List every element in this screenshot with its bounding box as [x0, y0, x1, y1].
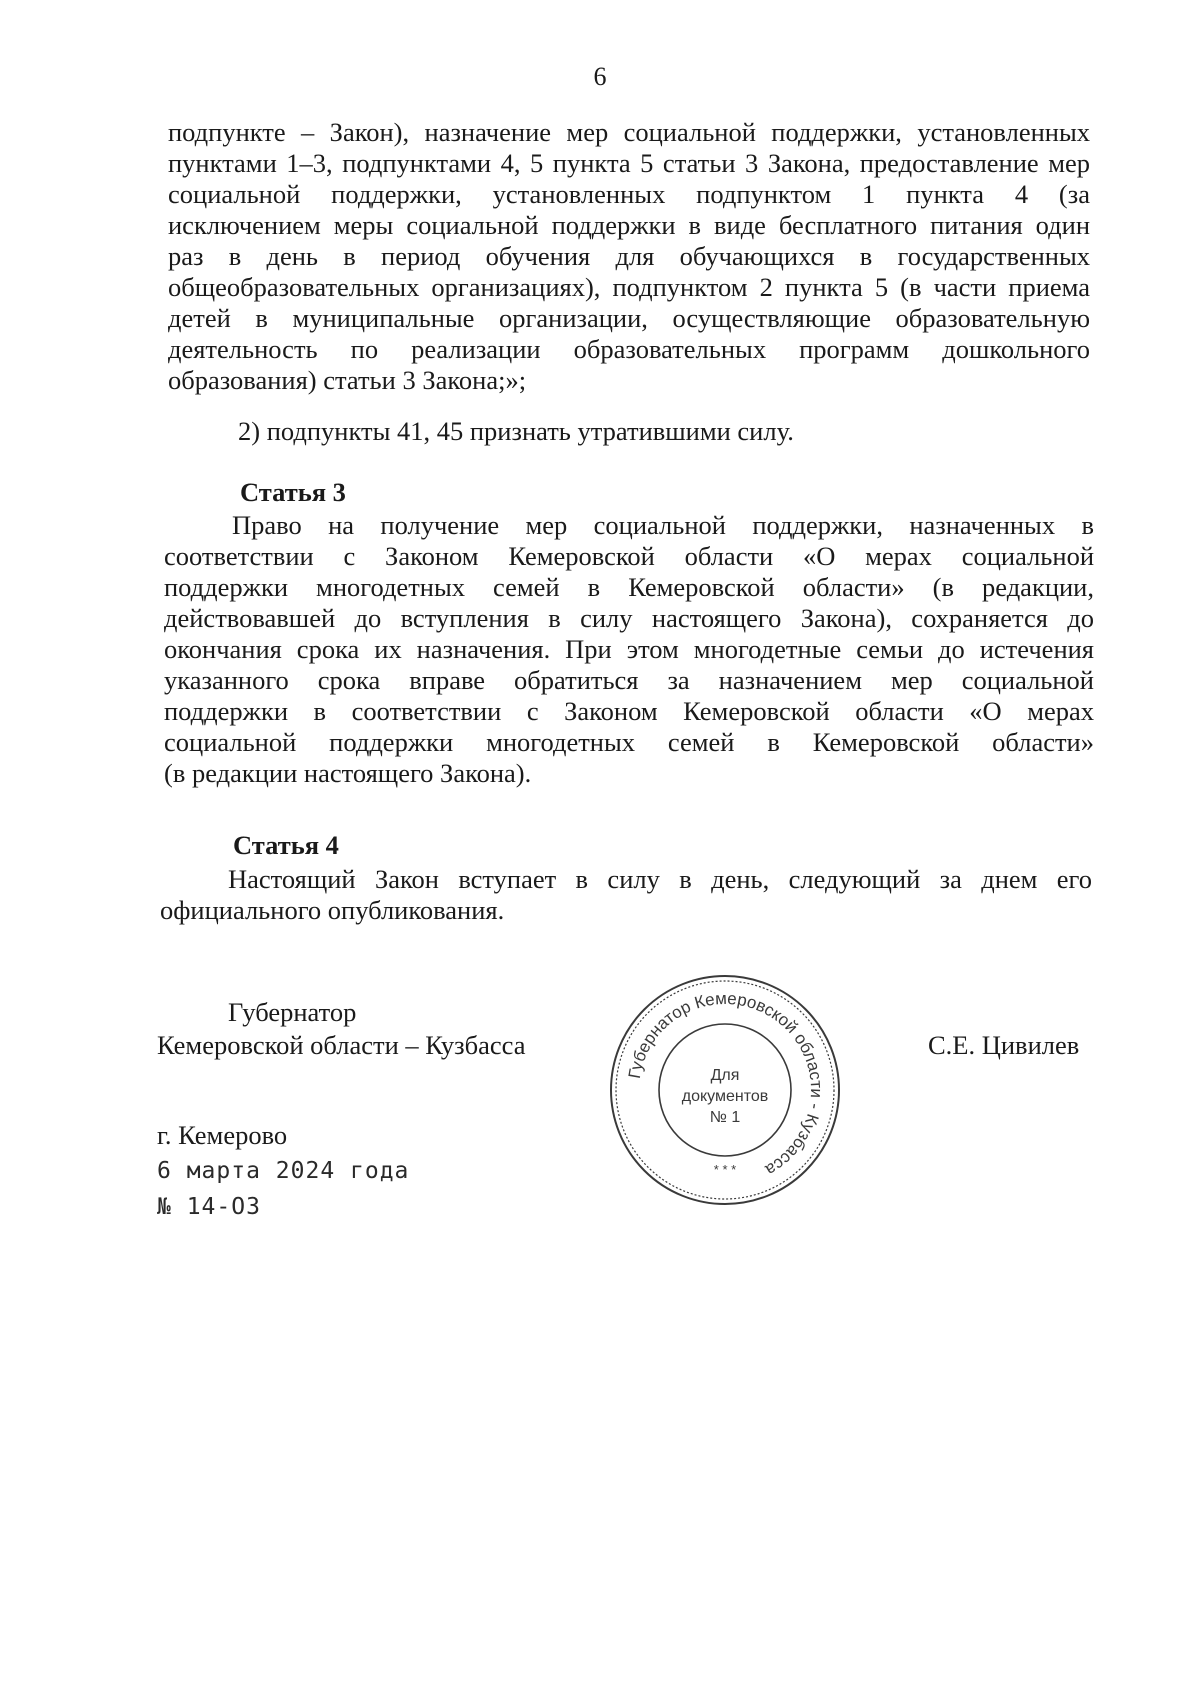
- paragraph-line: социальной поддержки многодетных семей в Кемеровской области»: [164, 727, 1094, 757]
- paragraph-line: указанного срока вправе обратиться за назначением мер социальной: [164, 665, 1094, 695]
- signatory-name: С.Е. Цивилев: [928, 1030, 1080, 1060]
- paragraph-line: детей в муниципальные организации, осуществляющие образовательную: [168, 303, 1090, 333]
- page-number: 6: [593, 62, 607, 91]
- list-item-2: 2) подпункты 41, 45 признать утратившими силу.: [238, 416, 794, 446]
- stamp-stars: * * *: [713, 1162, 737, 1177]
- signatory-title-line-1: Губернатор: [228, 997, 357, 1027]
- paragraph-line: общеобразовательных организациях), подпунктом 2 пункта 5 (в части приема: [168, 272, 1090, 302]
- official-stamp: [605, 970, 845, 1210]
- paragraph-line: исключением меры социальной поддержки в виде бесплатного питания один: [168, 210, 1090, 240]
- paragraph-line: Настоящий Закон вступает в силу в день, следующий за днем его: [228, 864, 1092, 894]
- paragraph-line: социальной поддержки, установленных подпунктом 1 пункта 4 (за: [168, 179, 1090, 209]
- article-3-body: [164, 510, 1094, 789]
- article-3-heading: Статья 3: [240, 477, 346, 507]
- paragraph-line: поддержки многодетных семей в Кемеровской области» (в редакции,: [164, 572, 1094, 602]
- paragraph-line: официального опубликования.: [160, 895, 505, 925]
- city-of-signing: г. Кемерово: [157, 1120, 288, 1150]
- stamp-center-line-3: № 1: [709, 1109, 741, 1126]
- paragraph-line: пунктами 1–3, подпунктами 4, 5 пункта 5 статьи 3 Закона, предоставление мер: [168, 148, 1090, 178]
- paragraph-line: раз в день в период обучения для обучающихся в государственных: [168, 241, 1090, 271]
- stamp-center-line-2: документов: [681, 1088, 769, 1105]
- paragraph-line: поддержки в соответствии с Законом Кемеровской области «О мерах: [164, 696, 1094, 726]
- paragraph-line: действовавшей до вступления в силу настоящего Закона), сохраняется до: [164, 603, 1094, 633]
- law-date: 6 марта 2024 года: [157, 1158, 410, 1184]
- paragraph-line: образования) статьи 3 Закона;»;: [168, 365, 527, 395]
- law-number: № 14-ОЗ: [157, 1194, 261, 1220]
- paragraph-line: (в редакции настоящего Закона).: [164, 758, 532, 788]
- article-4-body: [160, 864, 1092, 926]
- stamp-center-line-1: Для: [710, 1067, 740, 1084]
- paragraph-line: подпункте – Закон), назначение мер социальной поддержки, установленных: [168, 117, 1090, 147]
- signatory-title-line-2: Кемеровской области – Кузбасса: [157, 1030, 526, 1060]
- paragraph-line: соответствии с Законом Кемеровской области «О мерах социальной: [164, 541, 1094, 571]
- stamp-ring-text: Губернатор Кемеровской области - Кузбасса: [624, 988, 827, 1180]
- continuation-paragraph: [168, 117, 1090, 396]
- paragraph-line: деятельность по реализации образовательных программ дошкольного: [168, 334, 1090, 364]
- article-4-heading: Статья 4: [233, 830, 339, 860]
- paragraph-line: Право на получение мер социальной поддержки, назначенных в: [232, 510, 1094, 540]
- paragraph-line: окончания срока их назначения. При этом многодетные семьи до истечения: [164, 634, 1094, 664]
